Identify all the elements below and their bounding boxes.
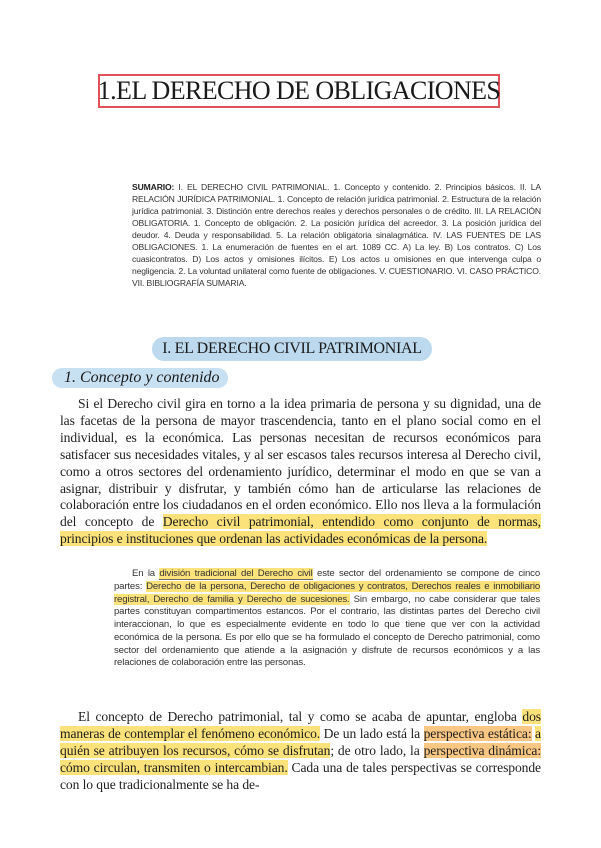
paragraph-1-highlight: Derecho civil patrimonial, entendido como conjunto de normas, principios e instituciones que ordenan las actividades económicas de la persona.	[60, 514, 541, 547]
quote-highlight: Derecho de la persona, Derecho de obligaciones y contratos, Derechos reales e inmobiliario registral, Derecho de familia y Derecho de sucesiones.	[114, 580, 541, 605]
quote-underlined: división tradicional del Derecho civil	[159, 568, 313, 579]
quote-block	[114, 568, 540, 670]
paragraph-1	[60, 396, 541, 548]
subsection-heading-text: 1. Concepto y contenido	[64, 369, 220, 386]
paragraph-2-text-4: Cada una de tales perspectivas se corresponde con lo que tradicionalmente se ha de-	[60, 759, 541, 792]
chapter-title-box	[98, 74, 500, 108]
quote-mid: este sector del ordenamiento se compone de cinco partes:	[114, 568, 541, 592]
paragraph-2-text-3: ; de otro lado, la	[330, 742, 420, 758]
section-heading-text: I. EL DERECHO CIVIL PATRIMONIAL	[162, 340, 422, 357]
sumario-label: SUMARIO:	[132, 182, 175, 192]
paragraph-2-highlight-5: cómo circulan, transmiten o intercambian.	[60, 759, 288, 775]
sumario-text: I. EL DERECHO CIVIL PATRIMONIAL. 1. Concepto y contenido. 2. Principios básicos. II. LA RELACIÓN JURÍDICA PATRIMONIAL. 1. Concepto de relación jurídica patrimonial. 2. Estructura de la relación jurídica patrimonial. 3. Distinción entre derechos reales y derechos personales o de crédito. III. LA RELACIÓN OBLIGATORIA. 1. Concepto de obligación. 2. La posición jurídica del acreedor. 3. La posición jurídica del deudor. 4. Deuda y responsabilidad. 5. La relación obligatoria sinalagmática. IV. LAS FUENTES DE LAS OBLIGACIONES. 1. La enumeración de fuentes en el art. 1089 CC. A) La ley. B) Los contratos. C) Los cuasicontratos. D) Los actos y omisiones ilícitos. E) Los actos u omisiones en que intervenga culpa o negligencia. 2. La voluntad unilateral como fuente de obligaciones. V. CUESTIONARIO. VI. CASO PRÁCTICO. VII. BIBLIOGRAFÍA SUMARIA.	[132, 182, 541, 288]
quote-rest: Sin embargo, no cabe considerar que tales partes constituyan compartimentos estancos. Por el contrario, las distintas partes del Derecho civil interaccionan, lo que es especialmente evidente en todo lo que tiene que ver con la actividad económica de la persona. Es por ello que se ha formulado el concepto de Derecho patrimonial, como sector del ordenamiento que atiende a la asignación y disfrute de recursos económicos y a las relaciones de colaboración entre las personas.	[114, 593, 540, 669]
paragraph-2-highlight-4: perspectiva dinámica:	[423, 742, 541, 758]
section-heading	[152, 337, 432, 361]
paragraph-2-text-2: De un lado está la	[323, 725, 421, 741]
paragraph-2-highlight-3: a quién se atribuyen los recursos, cómo se disfrutan	[60, 725, 541, 758]
quote-intro: En la	[132, 568, 155, 579]
paragraph-2-text-1: El concepto de Derecho patrimonial, tal y como se acaba de apuntar, engloba	[78, 709, 517, 724]
sumario-block	[132, 181, 541, 289]
paragraph-2-highlight-2: perspectiva estática:	[423, 725, 532, 741]
paragraph-2	[60, 709, 541, 794]
chapter-title: 1.EL DERECHO DE OBLIGACIONES	[97, 76, 501, 105]
paragraph-1-text: Si el Derecho civil gira en torno a la idea primaria de persona y su dignidad, una de las facetas de la persona de mayor trascendencia, tanto en el plano social como en el individual, es la económica. Las personas necesitan de recursos económicos para satisfacer sus necesidades vitales, y al ser escasos tales recursos interesa al Derecho civil, como a otros sectores del ordenamiento jurídico, determinar el modo en que se van a asignar, distribuir y disfrutar, y también cómo han de articularse las relaciones de colaboración entre los ciudadanos en el orden económico. Ello nos lleva a la formulación del concepto de	[60, 396, 541, 530]
subsection-heading	[52, 368, 228, 388]
paragraph-2-highlight-1: dos maneras de contemplar el fenómeno económico.	[60, 709, 541, 741]
